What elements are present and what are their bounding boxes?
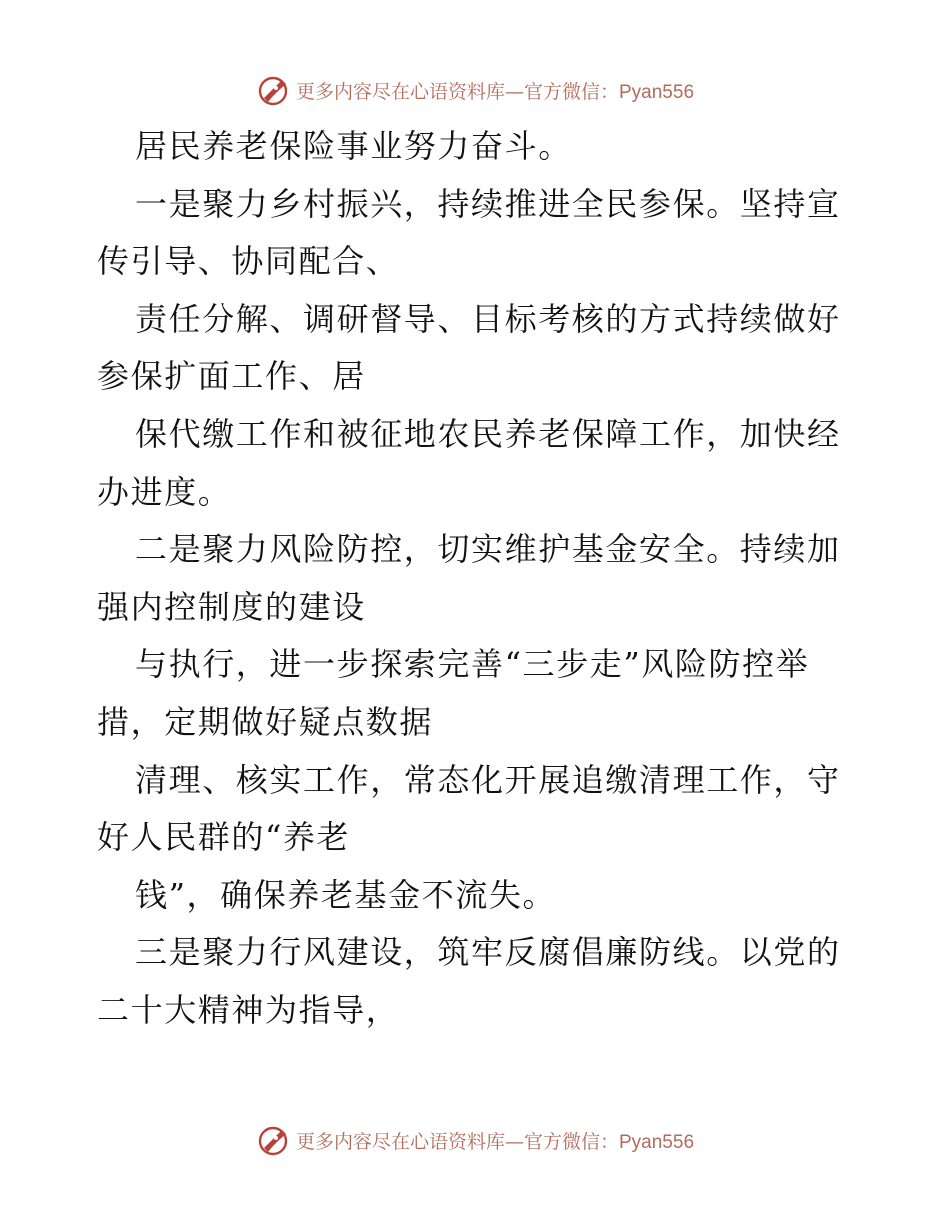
pen-nib-logo-icon bbox=[256, 72, 292, 108]
body-line: 强内控制度的建设 bbox=[97, 587, 366, 626]
body-line: 钱”，确保养老基金不流失。 bbox=[135, 875, 557, 914]
body-line: 与执行，进一步探索完善“三步走”风险防控举 bbox=[135, 645, 810, 684]
body-line: 一是聚力乡村振兴，持续推进全民参保。坚持宣 bbox=[135, 184, 841, 223]
body-line: 参保扩面工作、居 bbox=[97, 357, 366, 396]
body-line: 居民养老保险事业努力奋斗。 bbox=[135, 127, 572, 165]
footer-banner-text: 更多内容尽在心语资料库—官方微信：Pyan556 bbox=[295, 1130, 695, 1153]
body-line: 三是聚力行风建设，筑牢反腐倡廉防线。以党的 bbox=[135, 933, 841, 972]
body-line: 责任分解、调研督导、目标考核的方式持续做好 bbox=[135, 299, 841, 338]
body-line: 二是聚力风险防控，切实维护基金安全。持续加 bbox=[135, 530, 841, 569]
body-line: 措，定期做好疑点数据 bbox=[97, 702, 434, 741]
body-line: 清理、核实工作，常态化开展追缴清理工作，守 bbox=[135, 760, 841, 799]
body-line: 二十大精神为指导， bbox=[97, 990, 400, 1029]
wechat-id: Pyan556 bbox=[619, 81, 695, 103]
body-line: 好人民群的“养老 bbox=[97, 818, 351, 857]
header-banner-text: 更多内容尽在心语资料库—官方微信：Pyan556 bbox=[295, 80, 695, 103]
pen-nib-logo-icon bbox=[256, 1122, 292, 1158]
body-line: 传引导、协同配合、 bbox=[97, 242, 400, 281]
body-line: 保代缴工作和被征地农民养老保障工作，加快经 bbox=[135, 414, 841, 453]
header-watermark-banner bbox=[0, 70, 950, 110]
wechat-id: Pyan556 bbox=[619, 1131, 695, 1153]
footer-watermark-banner bbox=[0, 1120, 950, 1160]
body-line: 办进度。 bbox=[97, 472, 232, 511]
document-body bbox=[97, 118, 857, 1040]
